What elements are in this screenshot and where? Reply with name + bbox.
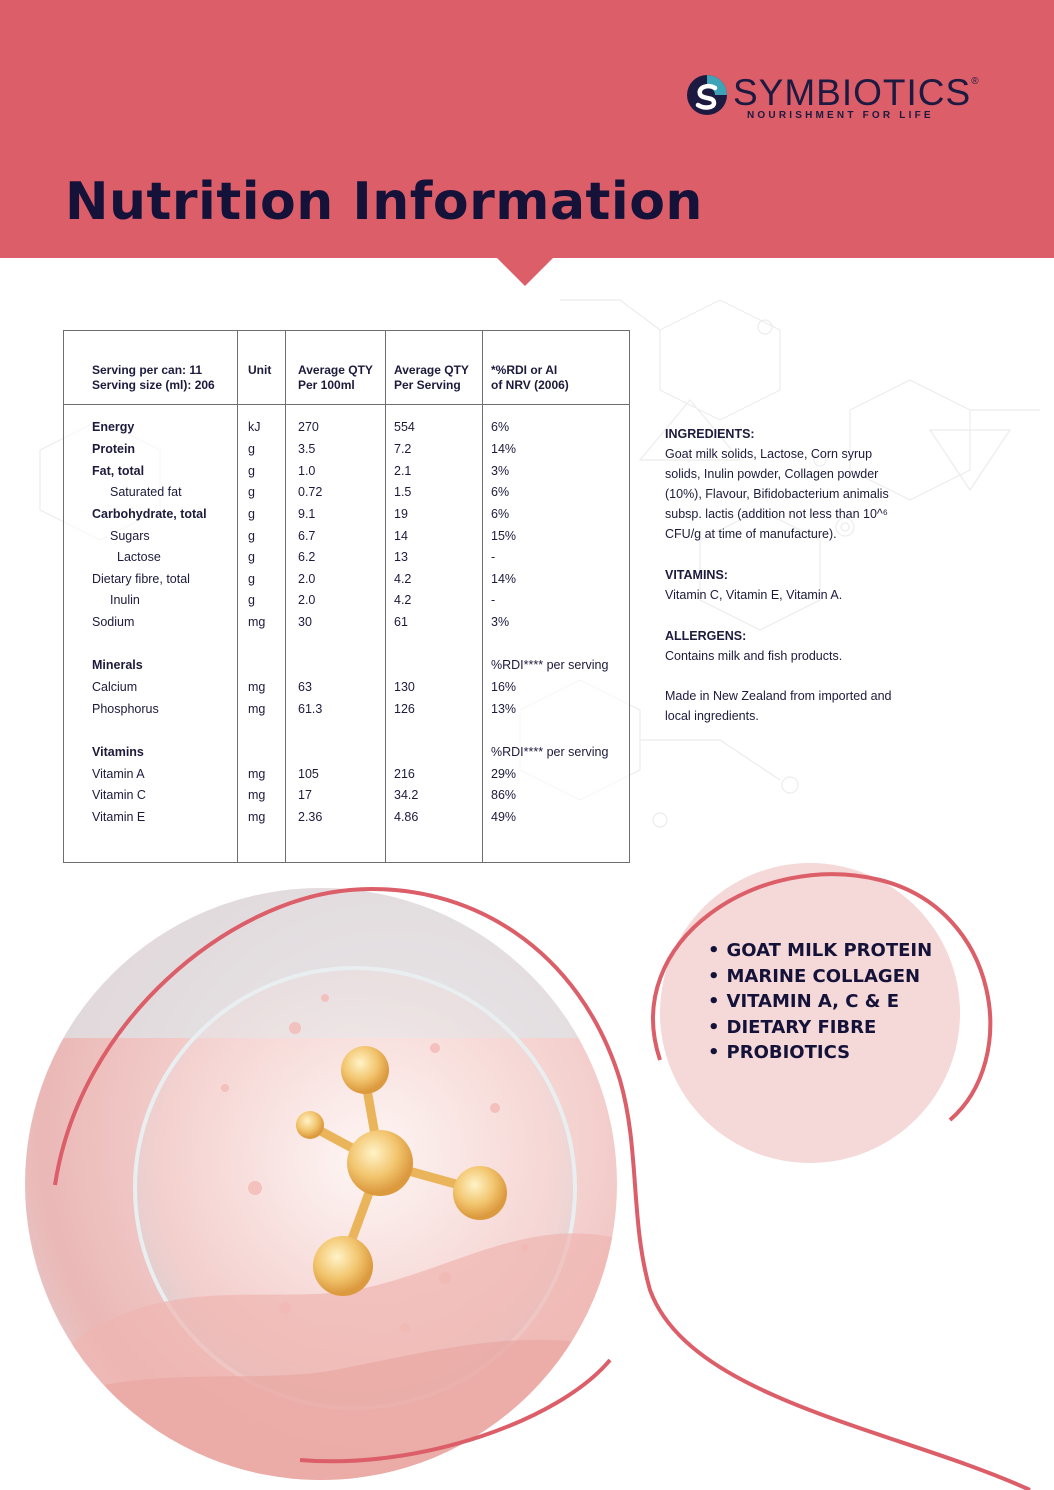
vitamins-title: Vitamins <box>92 745 144 759</box>
nutrient-per-serving: 4.2 <box>394 572 412 586</box>
nutrient-unit: g <box>248 593 255 607</box>
table-row <box>64 485 629 505</box>
mineral-rdi: 16% <box>491 680 517 694</box>
ingredients-line: (10%), Flavour, Bifidobacterium animalis <box>665 487 889 501</box>
nutrient-unit: g <box>248 572 255 586</box>
allergens-text: Contains milk and fish products. <box>665 649 843 663</box>
table-row <box>64 572 629 592</box>
table-row <box>64 615 629 635</box>
table-row <box>64 550 629 570</box>
ingredients-heading: INGREDIENTS: <box>665 427 755 441</box>
logo-mark-icon <box>686 74 728 116</box>
mineral-name: Calcium <box>92 680 138 694</box>
vitamin-name: Vitamin C <box>92 788 146 802</box>
minerals-rdi-note: %RDI**** per serving <box>491 658 609 672</box>
nutrient-unit: g <box>248 550 255 564</box>
benefit-item: • GOAT MILK PROTEIN <box>708 938 932 964</box>
mineral-unit: mg <box>248 680 266 694</box>
nutrient-per100: 6.7 <box>298 529 316 543</box>
nutrient-unit: g <box>248 442 255 456</box>
unit-header: Unit <box>248 363 272 377</box>
table-row <box>64 810 629 830</box>
nutrient-name: Lactose <box>117 550 161 564</box>
nutrition-table <box>63 330 630 863</box>
origin-line: local ingredients. <box>665 709 759 723</box>
vitamin-unit: mg <box>248 810 266 824</box>
per100-header <box>298 363 373 393</box>
nutrient-rdi: - <box>491 593 496 607</box>
mineral-unit: mg <box>248 702 266 716</box>
vitamin-rdi: 29% <box>491 767 517 781</box>
rdi-header-line1: *%RDI or AI <box>491 363 558 377</box>
table-row <box>64 767 629 787</box>
nutrient-name: Fat, total <box>92 464 145 478</box>
nutrient-per100: 270 <box>298 420 319 434</box>
nutrient-per100: 2.0 <box>298 572 316 586</box>
nutrient-per-serving: 61 <box>394 615 408 629</box>
table-row <box>64 507 629 527</box>
ingredients-line: subsp. lactis (addition not less than 10^⁶ <box>665 507 888 521</box>
nutrient-name: Saturated fat <box>110 485 182 499</box>
vitamin-unit: mg <box>248 788 266 802</box>
nutrient-per100: 6.2 <box>298 550 316 564</box>
vitamin-per-serving: 34.2 <box>394 788 419 802</box>
nutrient-per-serving: 13 <box>394 550 408 564</box>
nutrient-rdi: - <box>491 550 496 564</box>
nutrient-per100: 30 <box>298 615 312 629</box>
nutrient-rdi: 3% <box>491 464 510 478</box>
benefit-item: • MARINE COLLAGEN <box>708 964 932 990</box>
vitamins-block <box>665 565 925 605</box>
nutrient-name: Sugars <box>110 529 150 543</box>
mineral-per100: 61.3 <box>298 702 323 716</box>
table-row <box>64 680 629 700</box>
nutrient-rdi: 6% <box>491 507 510 521</box>
nutrient-unit: kJ <box>248 420 261 434</box>
vitamin-per-serving: 4.86 <box>394 810 419 824</box>
nutrient-per-serving: 4.2 <box>394 593 412 607</box>
benefit-item: • DIETARY FIBRE <box>708 1015 932 1041</box>
nutrient-unit: g <box>248 464 255 478</box>
table-row <box>64 702 629 722</box>
per-serving-header <box>394 363 469 393</box>
vitamin-per-serving: 216 <box>394 767 415 781</box>
benefits-list <box>708 938 932 1066</box>
mineral-rdi: 13% <box>491 702 517 716</box>
brand-name: SYMBIOTICS® <box>733 72 980 113</box>
nutrient-rdi: 6% <box>491 420 510 434</box>
ingredients-line: solids, Inulin powder, Collagen powder <box>665 467 879 481</box>
table-row <box>64 529 629 549</box>
origin-block <box>665 686 925 726</box>
benefit-item: • VITAMIN A, C & E <box>708 989 932 1015</box>
per100-header-line1: Average QTY <box>298 363 373 377</box>
vitamins-heading: VITAMINS: <box>665 568 728 582</box>
serving-size: Serving size (ml): 206 <box>92 378 215 392</box>
nutrient-per-serving: 7.2 <box>394 442 412 456</box>
nutrient-unit: g <box>248 507 255 521</box>
nutrient-per100: 1.0 <box>298 464 316 478</box>
vitamins-section-header <box>64 745 629 765</box>
rdi-header-line2: of NRV (2006) <box>491 378 569 392</box>
nutrient-per100: 9.1 <box>298 507 316 521</box>
mineral-per100: 63 <box>298 680 312 694</box>
ingredients-line: Goat milk solids, Lactose, Corn syrup <box>665 447 873 461</box>
table-row <box>64 420 629 440</box>
nutrient-rdi: 15% <box>491 529 517 543</box>
nutrient-rdi: 14% <box>491 442 517 456</box>
nutrient-unit: mg <box>248 615 266 629</box>
allergens-heading: ALLERGENS: <box>665 629 747 643</box>
rdi-header <box>491 363 569 393</box>
mineral-per-serving: 126 <box>394 702 415 716</box>
nutrient-per-serving: 554 <box>394 420 415 434</box>
vitamins-text: Vitamin C, Vitamin E, Vitamin A. <box>665 588 843 602</box>
mineral-name: Phosphorus <box>92 702 159 716</box>
vitamin-per100: 17 <box>298 788 312 802</box>
brand-logo <box>686 72 986 132</box>
table-row <box>64 442 629 462</box>
serving-per-can: Serving per can: 11 <box>92 363 203 377</box>
nutrient-rdi: 3% <box>491 615 510 629</box>
per-serving-header-line1: Average QTY <box>394 363 469 377</box>
serving-info-header <box>92 363 215 393</box>
nutrient-per100: 0.72 <box>298 485 323 499</box>
mineral-per-serving: 130 <box>394 680 415 694</box>
nutrient-name: Carbohydrate, total <box>92 507 207 521</box>
per100-header-line2: Per 100ml <box>298 378 355 392</box>
vitamin-name: Vitamin A <box>92 767 145 781</box>
nutrient-per-serving: 1.5 <box>394 485 412 499</box>
table-row <box>64 464 629 484</box>
minerals-section-header <box>64 658 629 678</box>
table-header-divider <box>64 404 629 405</box>
ingredients-line: CFU/g at time of manufacture). <box>665 527 837 541</box>
brand-tagline: NOURISHMENT FOR LIFE <box>747 110 934 121</box>
nutrient-rdi: 14% <box>491 572 517 586</box>
vitamin-per100: 2.36 <box>298 810 323 824</box>
per-serving-header-line2: Per Serving <box>394 378 461 392</box>
allergens-block <box>665 626 925 666</box>
table-row <box>64 788 629 808</box>
ingredients-block <box>665 424 925 544</box>
page-title: Nutrition Information <box>65 172 703 232</box>
vitamin-rdi: 49% <box>491 810 517 824</box>
origin-line: Made in New Zealand from imported and <box>665 689 892 703</box>
vitamin-per100: 105 <box>298 767 319 781</box>
nutrient-per100: 3.5 <box>298 442 316 456</box>
benefit-item: • PROBIOTICS <box>708 1040 932 1066</box>
nutrient-unit: g <box>248 485 255 499</box>
nutrient-rdi: 6% <box>491 485 510 499</box>
nutrient-per-serving: 2.1 <box>394 464 412 478</box>
nutrient-name: Energy <box>92 420 135 434</box>
nutrient-name: Dietary fibre, total <box>92 572 190 586</box>
vitamin-unit: mg <box>248 767 266 781</box>
nutrient-name: Sodium <box>92 615 135 629</box>
vitamin-rdi: 86% <box>491 788 517 802</box>
nutrient-unit: g <box>248 529 255 543</box>
nutrient-name: Protein <box>92 442 136 456</box>
table-row <box>64 593 629 613</box>
nutrient-per-serving: 14 <box>394 529 408 543</box>
nutrient-name: Inulin <box>110 593 140 607</box>
vitamins-rdi-note: %RDI**** per serving <box>491 745 609 759</box>
vitamin-name: Vitamin E <box>92 810 146 824</box>
nutrient-per100: 2.0 <box>298 593 316 607</box>
nutrient-per-serving: 19 <box>394 507 408 521</box>
minerals-title: Minerals <box>92 658 143 672</box>
